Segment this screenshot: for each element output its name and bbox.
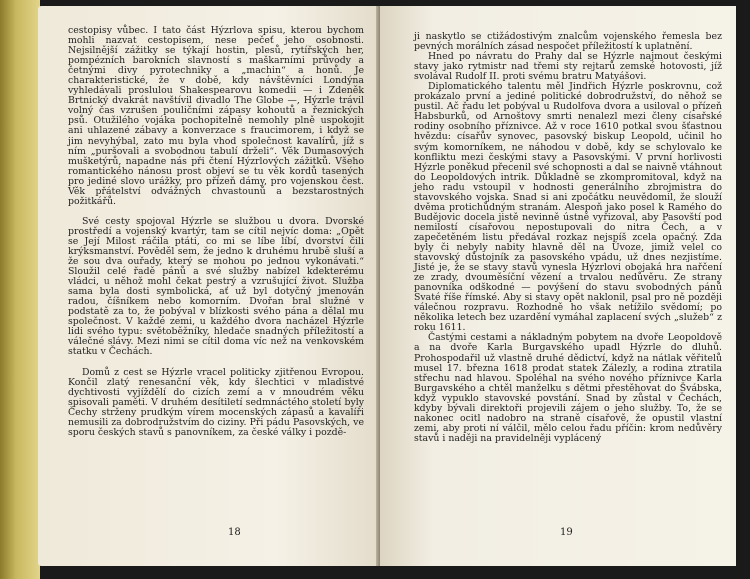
right-paragraph-1: ji naskytlo se ctižádostivým znalcům vojenského řemesla bez pevných morálních zásad nespočet příležitostí k uplatnění.	[414, 31, 722, 53]
right-paragraph-3: Diplomatického talentu měl Jindřich Hýzrle poskrovnu, což prokázalo první a jediné politické dobrodružství, do něhož se pustil. Ač řadu let pobýval u Rudolfova dvora a usiloval o přízeň Habsburků, od Arnoštovy smrti nenalezl mezi členy císařské rodiny osobního příznivce. Až v roce 1610 potkal svou šťastnou hvězdu: císařův synovec, pasovský biskup Leopold, učinil ho svým komorníkem, ne náhodou v době, kdy se schylovalo ke konfliktu mezi českými stavy a Pasovskými. V první horlivosti Hýzrle poněkud přecenil své schopnosti a dal se naivně vtáhnout do Leopoldových intrik. Důkladně se zkompromitoval, když na jeho radu vstoupil v hodnosti generálního zbrojmistra do stavovského vojska. Snad si ani zpočátku neuvědomil, že slouží dvěma protichůdným stranám. Alespoň jako posel k Ramého do Budějovic docela jistě nevinně ústně vyřizoval, aby Pasovští pod nemilostí císařovou nepostupovali do nitra Čech, a v zapečetěném listu předával rozkaz nejspíš zcela opačný. Zda byly či nebyly nabity hlavně děl na Úvoze, jimiž velel co stavovský důstojník za pasovského vpádu, už dnes nezjistíme. Jisté je, že se stavy stavů vynesla Hýzrlovi obojaká hra nařčení ze zrady, dvouměsíční vězení a trvalou nedůvěru. Ze strany panovníka odškodné — povýšení do stavu svobodných pánů Svaté říše římské. Aby si stavy opět naklonil, psal pro ně později válečnou rozpravu. Rozhodně ho však netížilo svědomí; po několika letech bez uzardění vymáhal zaplacení svých „služeb“ z roku 1611.	[414, 81, 722, 334]
paragraph-gap	[68, 358, 364, 368]
left-paragraph-3: Domů z cest se Hýzrle vracel politicky zjitřenou Evropou. Končil zlatý renesanční věk, kdy šlechtici v mladistvé dychtivosti vyjíždělí do cizích zemí a v mnoudrém věku spisovali paměti. V druhém desítiletí sedmnáctého století byly Čechy strženy prudkým vírem mocenských zápasů a kavalíři nemusili za dobrodružstvím do ciziny. Při pádu Pasovských, ve sporu českých stavů s panovníkem, za české války i pozdě-	[68, 366, 364, 438]
right-paragraph-2: Hned po návratu do Prahy dal se Hýzrle najmout českými stavy jako rytmistr nad třemi sty rejtarů zemské hotovosti, jíž svolával Rudolf II. proti svému bratru Matyášovi.	[414, 51, 722, 83]
book-cover-edge	[0, 0, 40, 579]
left-paragraph-2: Své cesty spojoval Hýzrle se službou u dvora. Dvorské prostředí a vojenský kvartýr, tam se cítil nejvíc doma: „Opět se Její Milost ráčila ptáti, co mi se líbe líbí, dvorství čili krýksmanství. Pověděl sem, že jedno k druhému hrubě sluší a že sou dva ouřady, který se mohou po jednou vykonávati.“ Sloužil celé řadě pánů a své služby nabízel kdekterému vládci, u něhož mohl čekat pestrý a vzrušující život. Služba sama byla dosti symbolická, ať už byl dotyčný jmenován radou, číšníkem nebo komorním. Dvořan bral služné v podstatě za to, že pobýval v blízkosti svého pána a dělal mu společnost. V každé zemi, u každého dvora nacházel Hýzrle lidi svého typu: světoběžníky, hledače snadných příležitostí a válečné slávy. Mezi nimi se cítil doma víc než na venkovském statku v Čechách.	[68, 215, 364, 358]
right-page-number: 19	[560, 527, 573, 538]
left-page-number: 18	[228, 527, 241, 538]
left-paragraph-1: cestopisy vůbec. I tato část Hýzrlova spisu, kterou bychom mohli nazvat cestopisem, nese pečeť jeho osobnosti. Nejsilnější zážitky se týkají hostin, plesů, rytířských her, pompézních barokních slavností s maškarními průvody a četnými divy pyrotechniky a „machin“ a honů. Je charakteristické, že v době, kdy návštěvníci Londýna vyhledávali proslulou Shakespearovu komedii — i Zdeněk Brtnický dvakrát navštívil divadlo The Globe —, Hýzrle trávil volný čas vzrušen pouličními zápasy kohoutů a řeznických psů. Otužilého vojáka pochopitelně nemohly plně uspokojit ani uhlazené zábavy a konverzace s fraucimorem, i když se jim nevyhýbal, zato mu byla vhod společnost kavalírů, jíž s ním „puršovali a svobodnou tabulí drželi“. Věk Dumasových mušketýrů, napadne nás při čtení Hýzrlových zážitků. Všeho romantického nánosu prost objeví se tu věk kordů tasených pro jediné slovo urážky, pro přízeň dámy, pro vojenskou čest. Věk přátelství odvážných chvastounů a bezstarostných požitkářů.	[68, 25, 364, 207]
left-page	[38, 6, 380, 566]
right-paragraph-4: Častými cestami a nákladným pobytem na dvoře Leopoldově a na dvoře Karla Burgavského upadl Hýzrle do dluhů. Prohospodařil už vlastně druhé dědictví, když na nátlak věřitelů musel 17. března 1618 prodat statek Zálezly, a rodina ztratila střechu nad hlavou. Spoléhal na svého nového příznivce Karla Burgavského a chtěl manželku s dětmi přestěhovat do Švábska, když vypuklo stavovské povstání. Snad by zůstal v Čechách, kdyby bývali direktoři projevili zájem o jeho služby. To, že se nakonec ocitl nadobro na straně císařově, že opustil vlastní zemi, aby proti ní válčil, mělo celou řadu příčin: krom nedůvěry stavů i naději na pravidelněji vyplácený	[414, 332, 722, 444]
right-page	[380, 6, 736, 566]
